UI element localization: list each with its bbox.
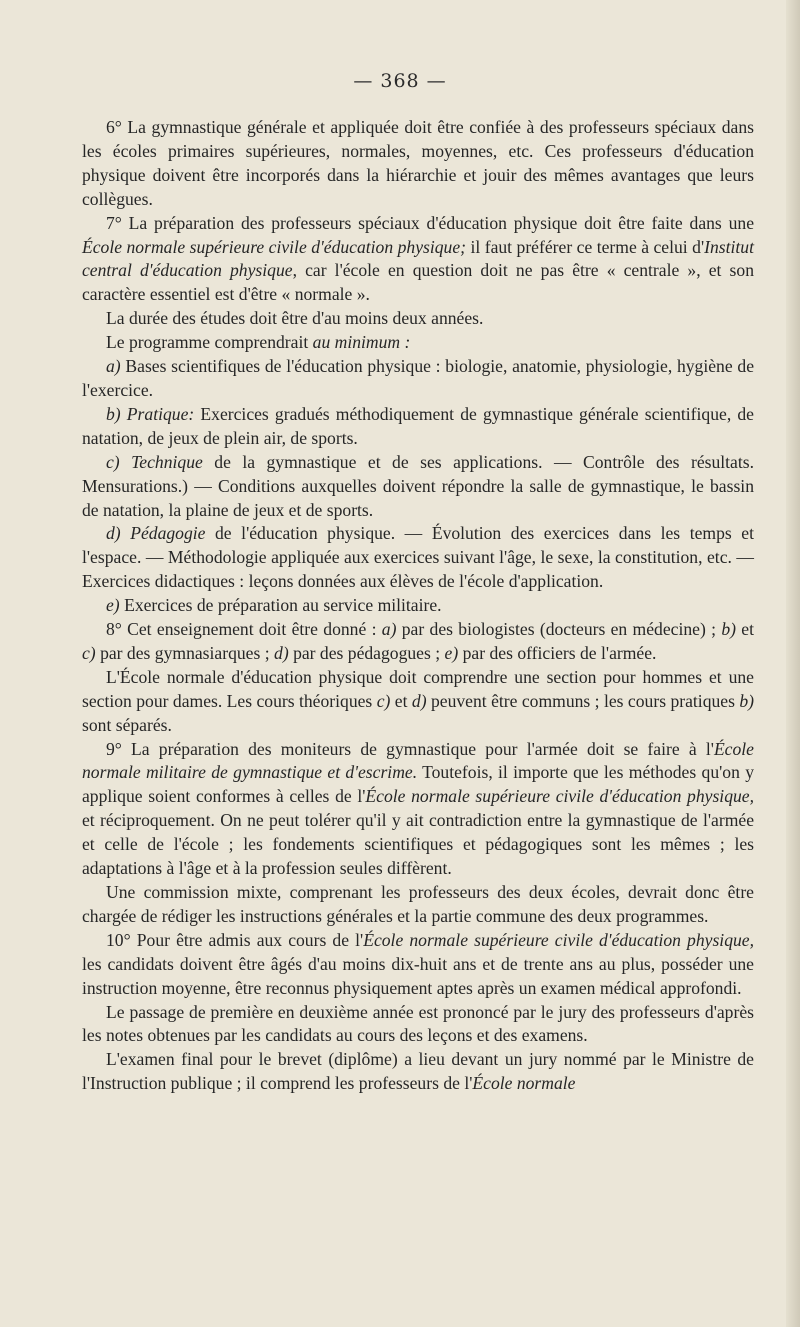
paragraph-passage: Le passage de première en deuxième année est prononcé par le jury des professeurs d'après les notes obtenues par les candidats au cours des leçons et des examens. (82, 1001, 754, 1046)
programme-item-c: c) Technique de la gymnastique et de ses applications. — Contrôle des résultats. Mensurations.) — Conditions auxquelles doivent répondre la salle de gymnastique, le bassin de natation, la plaine de jeux et de sports. (82, 451, 754, 520)
programme-item-b: b) Pratique: Exercices gradués méthodiquement de gymnastique générale scientifique, de natation, de jeux de plein air, de sports. (82, 403, 754, 448)
paragraph-6: 6° La gymnastique générale et appliquée doit être confiée à des professeurs spéciaux dans les écoles primaires supérieures, normales, moyennes, etc. Ces professeurs d'éducation physique doivent être incorporés dans la hiérarchie et jouir des mêmes avantages que leurs collègues. (82, 117, 754, 209)
paragraph-9: 9° La préparation des moniteurs de gymnastique pour l'armée doit se faire à l'École normale militaire de gymnastique et d'escrime. Toutefois, il importe que les méthodes qu'on y applique soient conformes à celles de l'École normale supérieure civile d'éducation physique, et réciproquement. On ne peut tolérer qu'il y ait contradiction entre la gymnastique de l'armée et celle de l'école ; les fondements scientifiques et pédagogiques sont les mêmes ; les adaptations à l'âge et à la profession seules diffèrent. (82, 738, 754, 879)
page-number: — 368 — (353, 70, 447, 92)
paragraph-10: 10° Pour être admis aux cours de l'École normale supérieure civile d'éducation physique, les candidats doivent être âgés d'au moins dix-huit ans et de trente ans au plus, posséder une instruction moyenne, être reconnus physiquement aptes après un examen médical approfondi. (82, 929, 754, 998)
paragraph-7: 7° La préparation des professeurs spéciaux d'éducation physique doit être faite dans une École normale supérieure civile d'éducation physique; il faut préférer ce terme à celui d'Institut central d'éducation physique, car l'école en question doit ne pas être « centrale », et son caractère essentiel est d'être « normale ». (82, 212, 754, 305)
body-text (82, 116, 754, 1096)
paragraph-duration: La durée des études doit être d'au moins deux années. (106, 308, 484, 329)
paragraph-sections: L'École normale d'éducation physique doit comprendre une section pour hommes et une section pour dames. Les cours théoriques c) et d) peuvent être communs ; les cours pratiques b) sont séparés. (82, 666, 755, 735)
paragraph-examen: L'examen final pour le brevet (diplôme) a lieu devant un jury nommé par le Ministre de l'Instruction publique ; il comprend les professeurs de l'École normale (82, 1049, 754, 1094)
paragraph-programme: Le programme comprendrait au minimum : (106, 332, 411, 353)
paragraph-8: 8° Cet enseignement doit être donné : a) par des biologistes (docteurs en médecine) ; b) et c) par des gymnasiarques ; d) par des pédagogues ; e) par des officiers de l'armée. (82, 619, 754, 663)
programme-item-e: e) Exercices de préparation au service militaire. (106, 595, 442, 616)
programme-item-d: d) Pédagogie de l'éducation physique. — Évolution des exercices dans les temps et l'espace. — Méthodologie appliquée aux exercices suivant l'âge, le sexe, la constitution, etc. — Exercices didactiques : leçons données aux élèves de l'école d'application. (82, 523, 754, 592)
paragraph-commission: Une commission mixte, comprenant les professeurs des deux écoles, devrait donc être chargée de rédiger les instructions générales et la partie commune des deux programmes. (82, 882, 754, 926)
programme-item-a: a) Bases scientifiques de l'éducation physique : biologie, anatomie, physiologie, hygiène de l'exercice. (82, 356, 754, 400)
page-edge-shadow (786, 0, 800, 1327)
